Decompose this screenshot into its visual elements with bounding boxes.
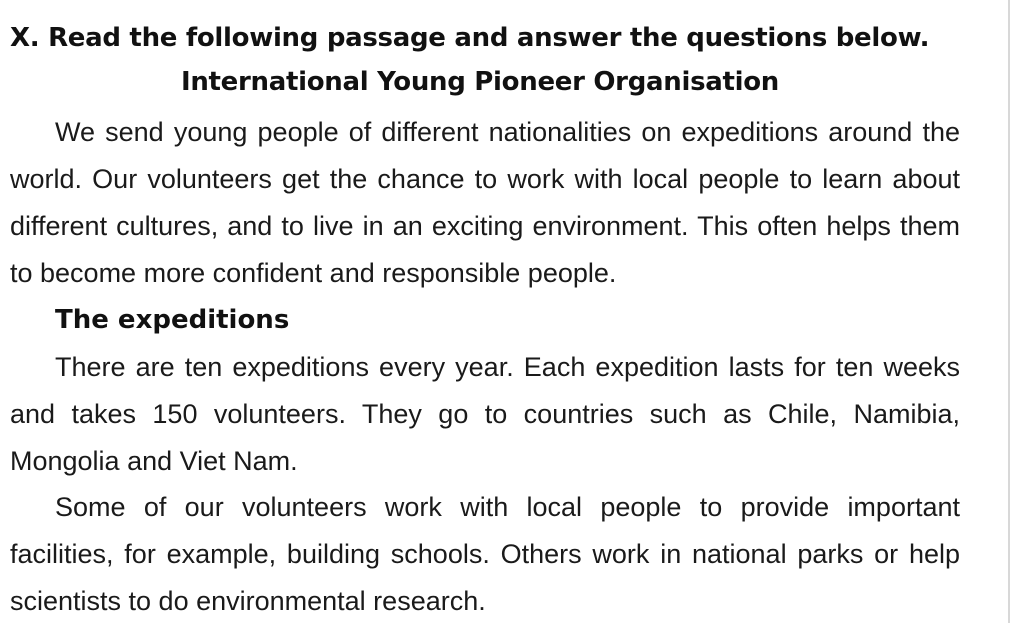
volunteers-paragraph: Some of our volunteers work with local people to provide important facilities, for example, building schools. Others work in national parks or help scientists to do environmental research.: [10, 492, 960, 616]
expeditions-paragraph: There are ten expeditions every year. Each expedition lasts for ten weeks and takes 150 volunteers. They go to countries such as Chile, Namibia, Mongolia and Viet Nam.: [10, 352, 960, 476]
page-edge-divider: [1008, 0, 1010, 623]
exercise-heading: X. Read the following passage and answer the questions below.: [10, 23, 930, 53]
section-subheading: The expeditions: [55, 305, 290, 335]
intro-paragraph: We send young people of different nationalities on expeditions around the world. Our volunteers get the chance to work with local people to learn about different cultures, and to live in an exciting environment. This often helps them to become more confident and responsible people.: [10, 117, 960, 288]
passage-title: International Young Pioneer Organisation: [180, 67, 780, 97]
